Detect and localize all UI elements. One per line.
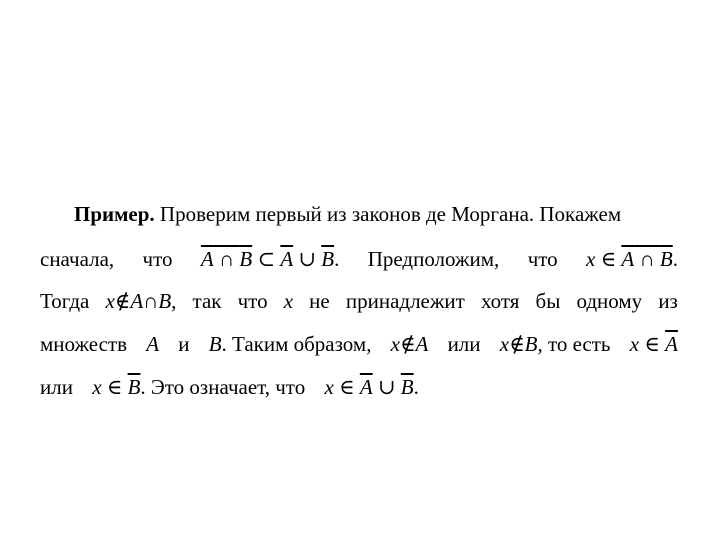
formula-complement-a-cap-b: A ∩ B <box>200 247 253 271</box>
word-predpolozhim: Предположим, <box>367 247 500 271</box>
formula-x-notin-b: x∉B, то есть <box>499 332 611 356</box>
set-b-clause: B. Таким образом, <box>208 332 372 356</box>
word-prinadlezhit: принадлежит <box>345 289 465 313</box>
paragraph-line-4 <box>40 329 678 359</box>
example-heading: Пример. <box>74 202 155 226</box>
set-a: A <box>146 332 160 356</box>
formula-x-notin-a: x∉A <box>390 332 429 356</box>
word-chto-3: что <box>237 289 268 313</box>
word-iz: из <box>658 289 678 313</box>
word-ili-2: или <box>40 375 73 399</box>
formula-x-in-not-a: x ∈ $\overline{A}$ <box>629 332 678 356</box>
line5-text: . Это означает, что <box>140 375 306 399</box>
word-odnomu: одному <box>576 289 643 313</box>
formula-x-in-union: x ∈ $\overline{A}$ ∪ $\overline{B}$. <box>324 375 419 399</box>
formula-x-notin-a-cap-b: x∉A∩B, <box>105 289 177 313</box>
line1-text: Проверим первый из законов де Моргана. Покажем <box>159 202 622 226</box>
word-i: и <box>178 332 190 356</box>
word-chto-2: что <box>527 247 558 271</box>
word-ili: или <box>447 332 481 356</box>
word-togda: Тогда <box>40 289 90 313</box>
word-by: бы <box>535 289 561 313</box>
formula-x-in-not-b: x ∈ $\overline{B}$ <box>92 375 141 399</box>
paragraph-line-2 <box>40 244 678 274</box>
variable-x: x <box>283 289 294 313</box>
paragraph-line-1 <box>74 199 678 229</box>
word-khotya: хотя <box>480 289 520 313</box>
paragraph-line-3 <box>40 286 678 316</box>
word-snachala: сначала, <box>40 247 115 271</box>
word-tak: так <box>192 289 222 313</box>
formula-inclusion: A ∩ B ⊂ $\overline{A}$ ∪ $\overline{B}$. <box>200 247 340 271</box>
word-chto: что <box>142 247 173 271</box>
paragraph-line-5 <box>40 372 419 402</box>
formula-x-in-complement: x ∈ A ∩ B. <box>586 247 678 271</box>
word-mnozhestv: множеств <box>40 332 127 356</box>
word-ne: не <box>309 289 330 313</box>
